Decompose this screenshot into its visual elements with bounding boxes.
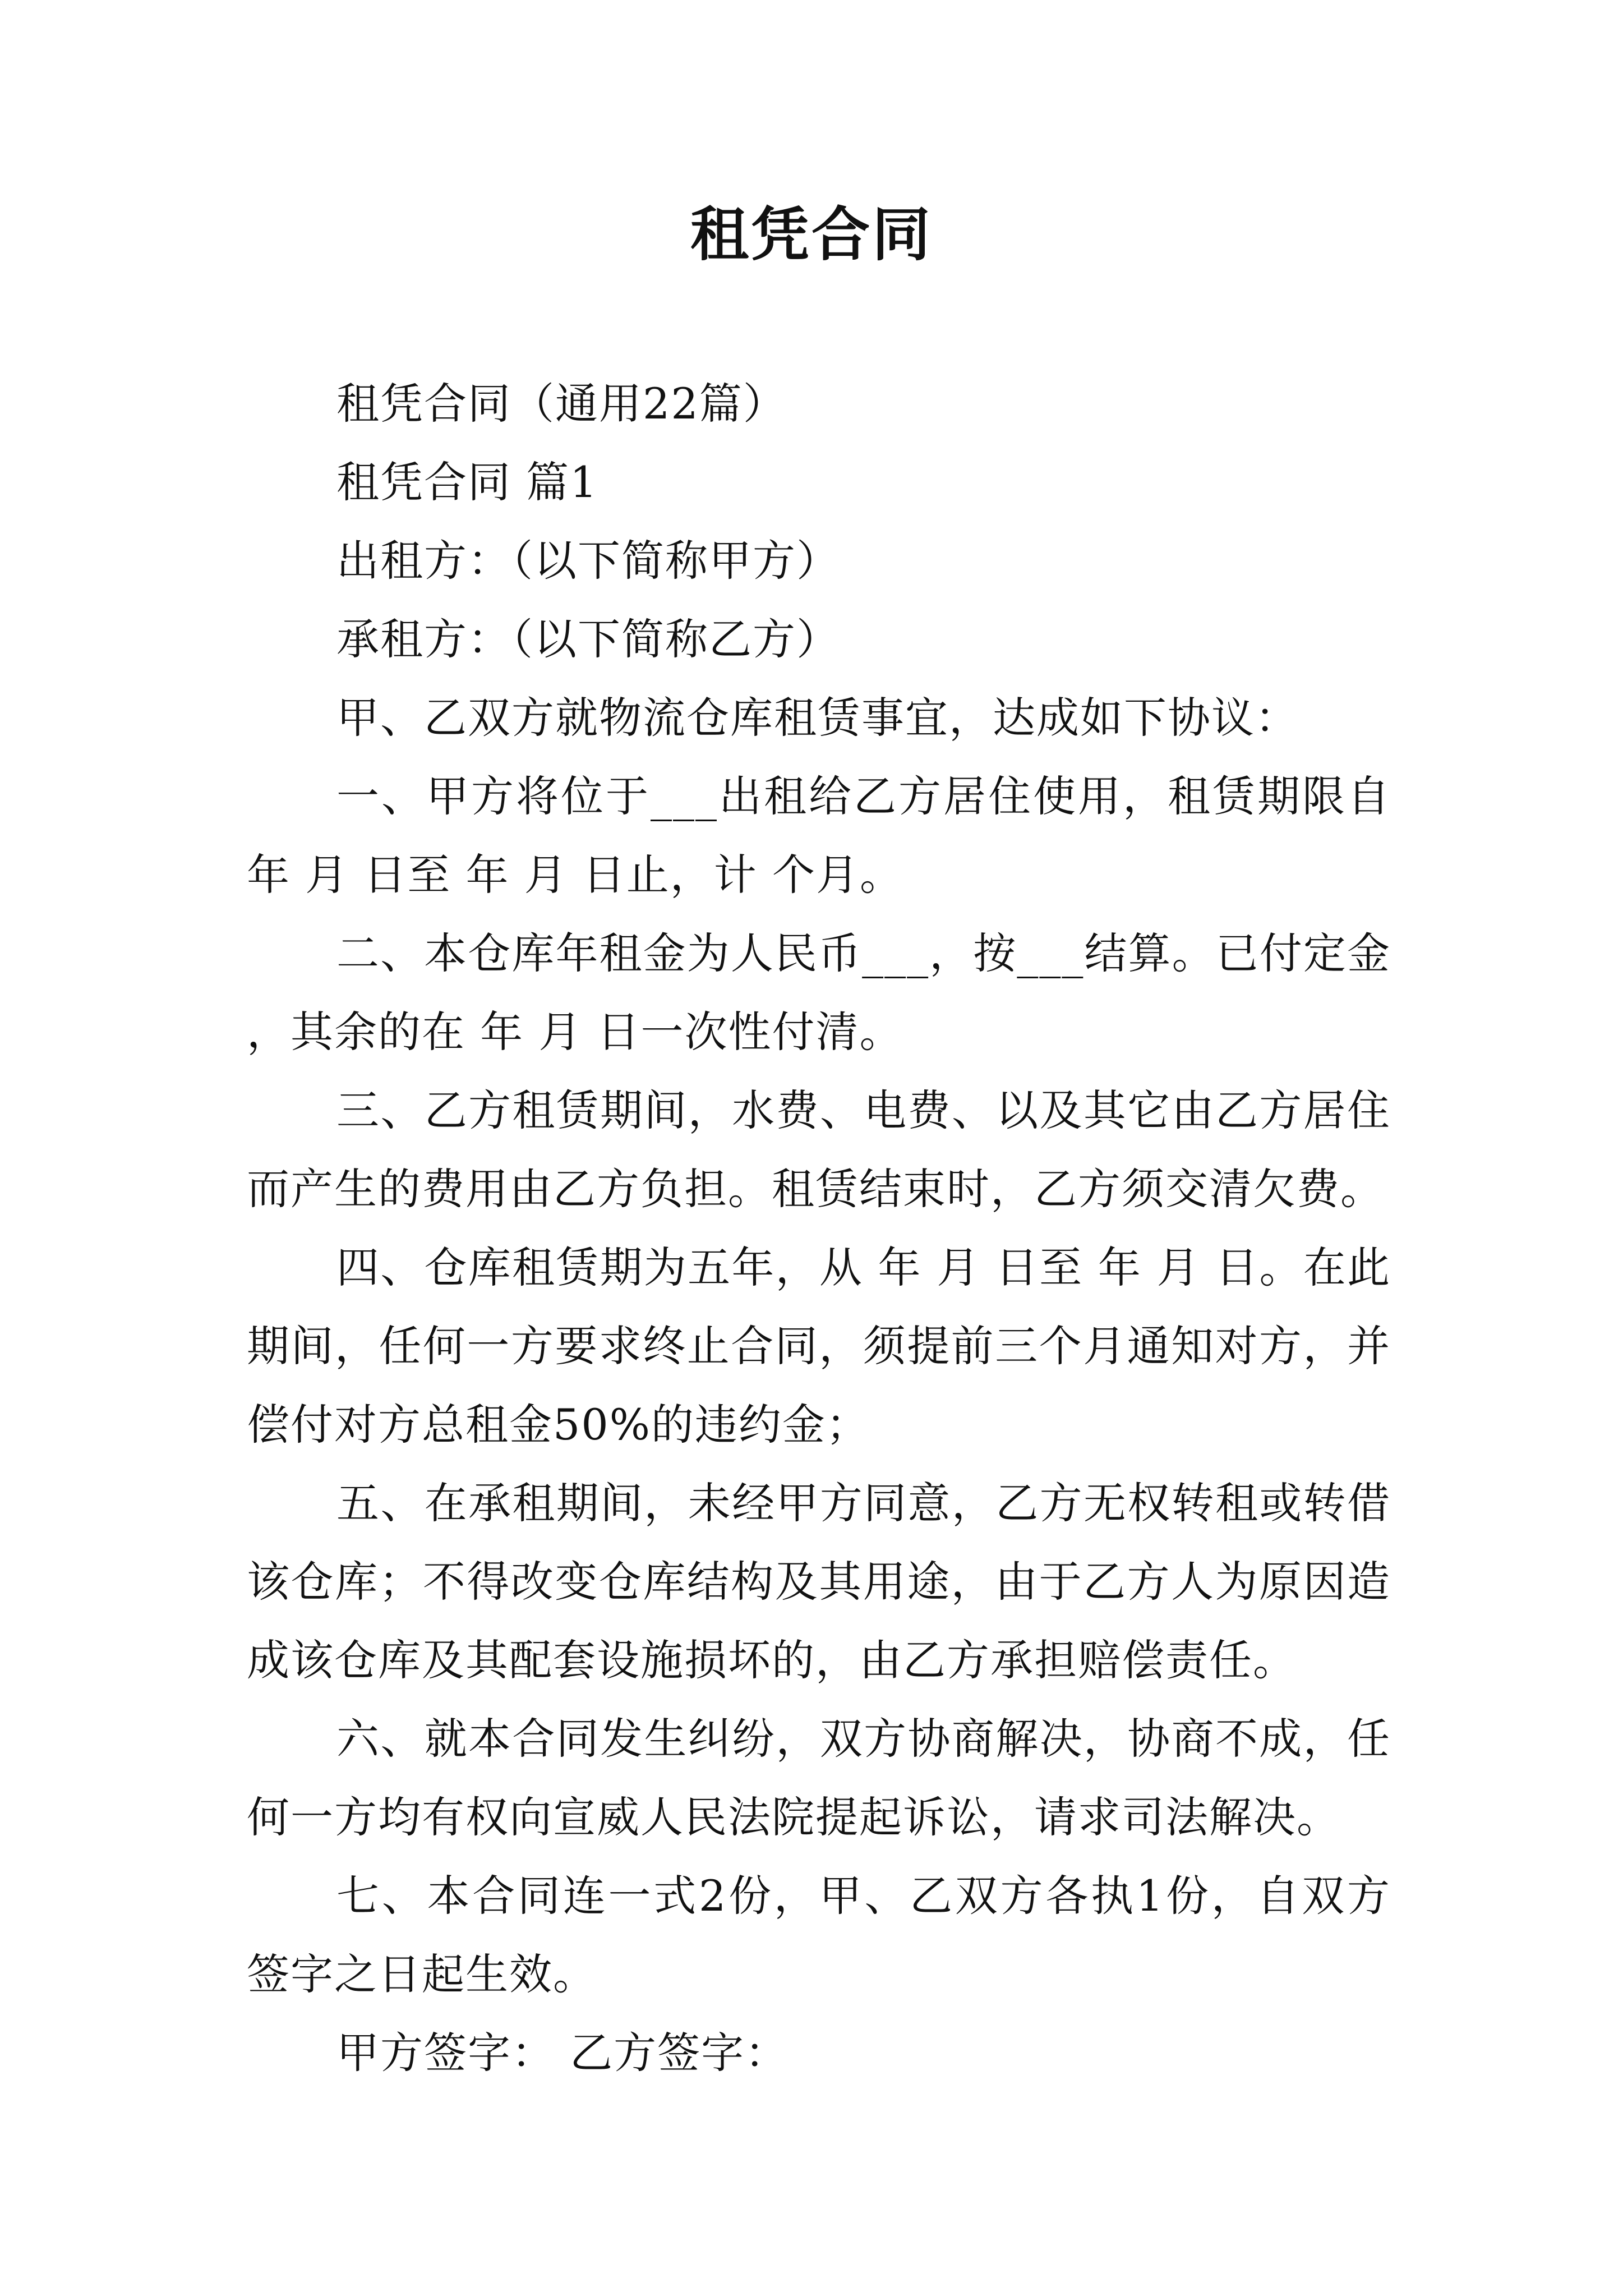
clause-4: 四、仓库租赁期为五年，从 年 月 日至 年 月 日。在此期间，任何一方要求终止合同，须提前三个月通知对方，并偿付对方总租金50%的违约金； (247, 1243, 1391, 1450)
clause-5: 五、在承租期间，未经甲方同意，乙方无权转租或转借该仓库；不得改变仓库结构及其用途，由于乙方人为原因造成该仓库及其配套设施损坏的，由乙方承担赔偿责任。 (247, 1478, 1391, 1685)
lessor-line: 出租方：（以下简称甲方） (336, 536, 840, 586)
lessee-line: 承租方：（以下简称乙方） (336, 614, 840, 664)
signature-line: 甲方签字： 乙方签字： (336, 2028, 789, 2078)
section-heading: 租凭合同 篇1 (336, 457, 598, 507)
clause-3: 三、乙方租赁期间，水费、电费、以及其它由乙方居住而产生的费用由乙方负担。租赁结束时，乙方须交清欠费。 (247, 1085, 1391, 1214)
document-title: 租凭合同 (690, 200, 933, 269)
doc-subtitle: 租凭合同（通用22篇） (336, 379, 787, 429)
clause-6: 六、就本合同发生纠纷，双方协商解决，协商不成，任何一方均有权向宣威人民法院提起诉讼，请求司法解决。 (247, 1714, 1391, 1842)
clause-7: 七、本合同连一式2份，甲、乙双方各执1份，自双方签字之日起生效。 (247, 1871, 1391, 1999)
document-body (247, 365, 1391, 2092)
agreement-intro: 甲、乙双方就物流仓库租赁事宜，达成如下协议： (336, 693, 1299, 743)
clause-2: 二、本仓库年租金为人民币___，按___结算。已付定金 ，其余的在 年 月 日一次性付清。 (247, 928, 1391, 1057)
clause-1: 一、甲方将位于___出租给乙方居住使用，租赁期限自 年 月 日至 年 月 日止，计 个月。 (247, 771, 1391, 900)
